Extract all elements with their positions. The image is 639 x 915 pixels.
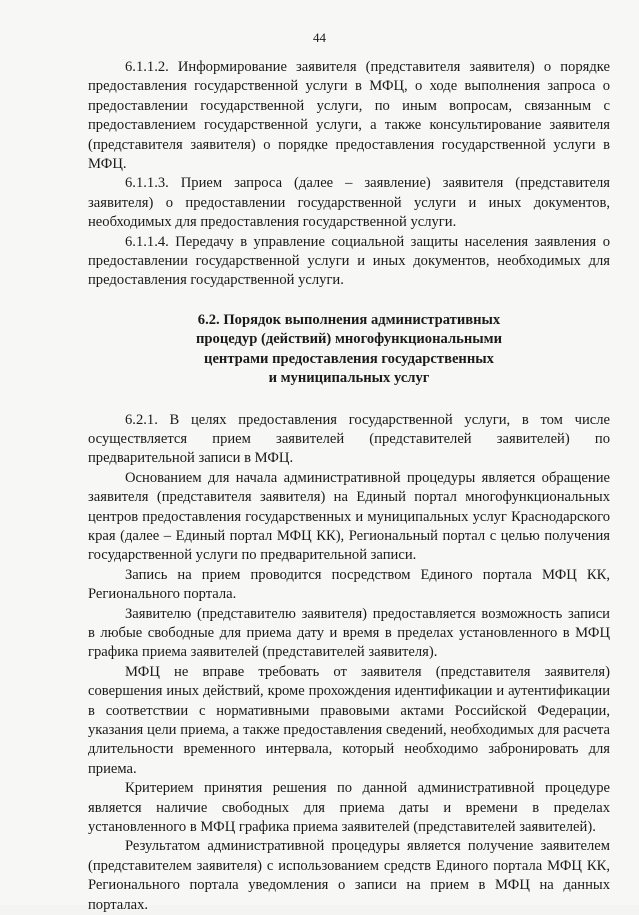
paragraph-6-1-1-3: 6.1.1.3. Прием запроса (далее – заявление) заявителя (представителя заявителя) о предоставлении государственной услуги и иных документов, необходимых для предоставления государственной услуги.	[88, 175, 610, 231]
paragraph-6-1-1-4: 6.1.1.4. Передачу в управление социальной защиты населения заявления о предоставлении государственной услуги и иных документов, необходимых для предоставления государственной услуги.	[88, 233, 610, 289]
heading-line: 6.2. Порядок выполнения административных	[197, 311, 501, 328]
paragraph-result: Результатом административной процедуры является получение заявителем (представителем заявителя) с использованием средств Единого портала МФЦ КК, Регионального портала уведомления о записи на прием в МФЦ на данных порталах.	[88, 838, 610, 913]
paragraph-criterion: Критерием принятия решения по данной административной процедуре является наличие свободных для приема даты и времени в пределах установленного в МФЦ графика приема заявителей (представителей заявителей).	[88, 780, 610, 836]
paragraph-slot-choice: Заявителю (представителю заявителя) предоставляется возможность записи в любые свободные для приема дату и время в пределах установленного в МФЦ графика приема заявителей (представителей заявителя).	[88, 605, 610, 661]
heading-line: и муниципальных услуг	[268, 370, 430, 387]
section-heading-6-2	[88, 311, 610, 389]
heading-line: процедур (действий) многофункциональными	[196, 331, 502, 348]
paragraph-basis: Основанием для начала административной процедуры является обращение заявителя (представителя заявителя) на Единый портал многофункциональных центров предоставления государственных и муниципальных услуг Краснодарского края (далее – Единый портал МФЦ КК), Региональный портал с целью получения государственной услуги по предварительной записи.	[88, 469, 610, 564]
paragraph-6-2-1: 6.2.1. В целях предоставления государственной услуги, в том числе осуществляется прием заявителей (представителей заявителей) по предварительной записи в МФЦ.	[88, 411, 610, 467]
page-number: 44	[313, 30, 326, 45]
paragraph-mfc-restrictions: МФЦ не вправе требовать от заявителя (представителя заявителя) совершения иных действий, кроме прохождения идентификации и аутентификации в соответствии с нормативными правовыми актами Российской Федерации, указания цели приема, а также предоставления сведений, необходимых для расчета длительности временного интервала, который необходимо забронировать для приема.	[88, 663, 610, 777]
heading-line: центрами предоставления государственных	[204, 350, 494, 367]
document-body	[88, 58, 610, 915]
paragraph-6-1-1-2: 6.1.1.2. Информирование заявителя (представителя заявителя) о порядке предоставления государственной услуги в МФЦ, о ходе выполнения запроса о предоставлении государственной услуги, по иным вопросам, связанным с предоставлением государственной услуги, а также консультирование заявителя (представителя заявителя) о порядке предоставления государственной услуги в МФЦ.	[88, 59, 610, 173]
paragraph-booking: Запись на прием проводится посредством Единого портала МФЦ КК, Регионального портала.	[88, 566, 610, 603]
